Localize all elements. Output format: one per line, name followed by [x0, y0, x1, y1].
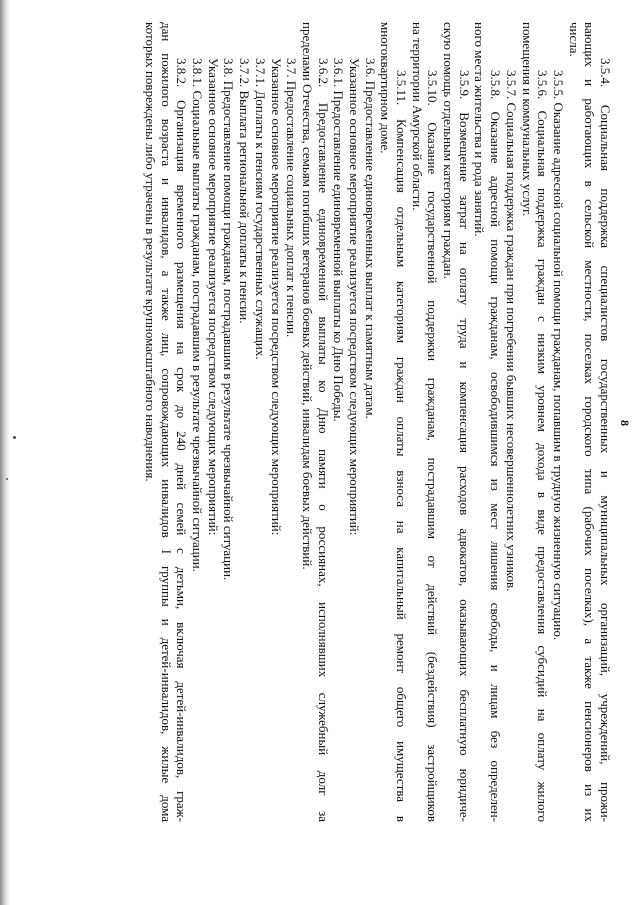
scan-speck	[13, 436, 16, 439]
paragraph-line: 3.5.10. Оказание государственной поддержки гражданам, пострадавшим от действий (бездействия) застройщиков	[425, 70, 441, 822]
rotated-text-page	[70, 22, 635, 822]
paragraph-line: 3.7.2. Выплата региональной доплаты к пенсии.	[237, 58, 253, 324]
paragraph-line: помещения и коммунальных услуг.	[519, 22, 535, 217]
scan-speck	[6, 478, 8, 480]
paragraph-line: 3.5.4. Социальная поддержка специалистов государственных и муниципальных организаций, учреждений, прожи-	[598, 58, 613, 822]
paragraph-line: вающих и работающих в сельской местности, поселках городского типа (рабочих поселках), а также пенсионеров из их	[582, 22, 598, 822]
paragraph-line: пределами Отечества, семьям погибших ветеранов боевых действий, инвалидам боевых действий.	[299, 22, 315, 570]
paragraph-line: 3.6.1. Предоставление единовременной выплаты ко Дню Победы.	[331, 58, 347, 422]
paragraph-line: на территории Амурской области.	[409, 22, 425, 211]
paragraph-line: 3.5.11. Компенсация отдельным категориям граждан оплаты взноса на капитальный ремонт общего имущества в	[394, 70, 410, 822]
paragraph-line: 3.8. Предоставление помощи гражданам, пострадавшим в результате чрезвычайной ситуации.	[221, 58, 237, 581]
paragraph-line: Указанное основное мероприятие реализуется посредством следующих мероприятий:	[268, 58, 284, 536]
paragraph-line: 3.6.2. Предоставление единовременной выплаты ко Дню памяти о россиянах, исполнявших служебный долг за	[315, 58, 331, 822]
paragraph-line: 3.8.1. Социальные выплаты гражданам, пострадавшим в результате чрезвычайной ситуации.	[190, 58, 206, 572]
paragraph-line: 3.5.9. Возмещение затрат на оплату труда и компенсация расходов адвокатов, оказывающих бесплатную юридиче-	[456, 70, 472, 822]
paragraph-line: 3.5.6. Социальная поддержка граждан с низким уровнем дохода в виде предоставления субсидий на оплату жилого	[535, 70, 551, 822]
paragraph-line: 3.8.2. Организация временного размещения на срок до 240 дней семей с детьми, включая детей-инвалидов, граж-	[174, 58, 190, 822]
paragraph-line: 3.7.1. Доплаты к пенсиям государственных служащих.	[252, 58, 268, 360]
scan-edge-shadow	[0, 0, 10, 905]
paragraph-line: 3.5.5. Оказание адресной социальной помощи гражданам, попавшим в трудную жизненную ситуацию.	[550, 70, 566, 641]
paragraph-line: числа.	[566, 22, 582, 57]
paragraph-line: скую помощь отдельным категориям граждан.	[441, 22, 457, 279]
paragraph-line: дан пожилого возраста и инвалидов, а также лиц, сопровождающих инвалидов I группы и детей-инвалидов, жилые дома	[158, 22, 174, 822]
paragraph-line: Указанное основное мероприятие реализуется посредством следующих мероприятий:	[347, 58, 362, 536]
paragraph-line: 3.5.8. Оказание адресной помощи гражданам, освободившимся из мест лишения свободы, и лицам без определен-	[488, 70, 504, 822]
page-number: 8	[618, 420, 632, 426]
paragraph-line: 3.7. Предоставление социальных доплат к пенсии.	[284, 58, 300, 338]
body-text	[142, 22, 613, 822]
paragraph-line: многоквартирном доме.	[378, 22, 394, 154]
paragraph-line: 3.5.7. Социальная поддержка граждан при погребении бывших несовершеннолетних узников.	[503, 70, 519, 592]
paragraph-line: ного места жительства и рода занятий.	[472, 22, 488, 237]
paragraph-line: 3.6. Предоставление единовременных выплат к памятным датам.	[362, 58, 378, 419]
paragraph-line: Указанное основное мероприятие реализуется посредством следующих мероприятий:	[205, 58, 221, 536]
paragraph-line: которых повреждены либо утрачены в результате крупномасштабного наводнения.	[143, 22, 159, 482]
